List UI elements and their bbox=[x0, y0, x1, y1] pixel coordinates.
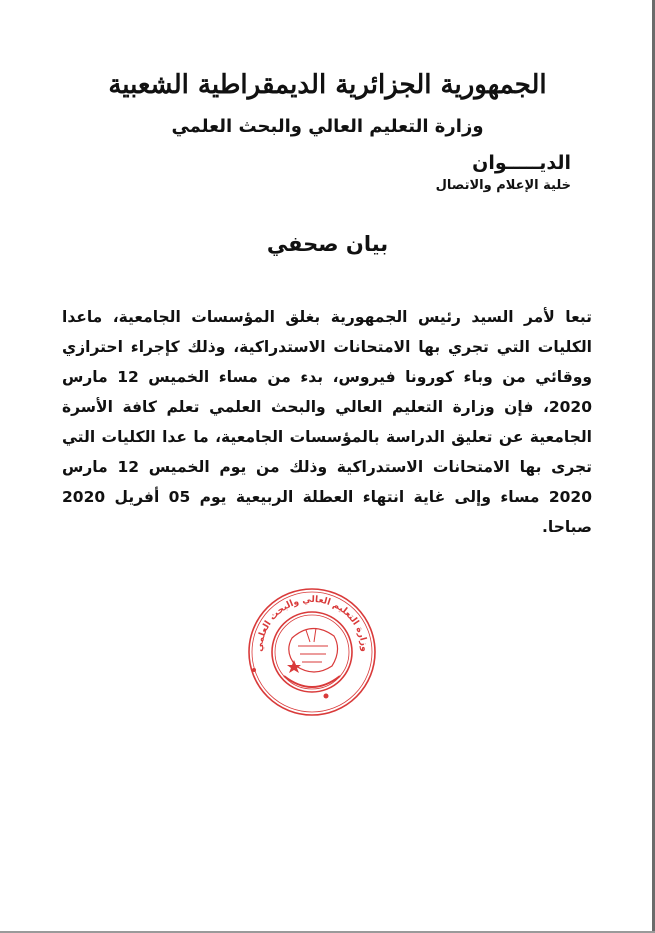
office-cell: خلية الإعلام والاتصال bbox=[435, 178, 571, 193]
press-release-title: بيان صحفي bbox=[266, 232, 389, 256]
official-seal-stamp bbox=[244, 586, 380, 718]
press-release-body: تبعا لأمر السيد رئيس الجمهورية بغلق المؤسسات الجامعية، ماعدا الكليات التي تجري بها الامتحانات الاستدراكية، وذلك كإجراء احترازي ووقائي من وباء كورونا فيروس، بدء من مساء الخميس 12 مارس 2020، فإن وزارة التعليم العالي والبحث العلمي تعلم كافة الأسرة الجامعية عن تعليق الدراسة بالمؤسسات الجامعية، ما عدا الكليات التي تجرى بها الامتحانات الاستدراكية وذلك من يوم الخميس 12 مارس 2020 مساء وإلى غاية انتهاء العطلة الربيعية يوم 05 أفريل 2020 صباحا. bbox=[62, 308, 592, 536]
ministry-title: وزارة التعليم العالي والبحث العلمي bbox=[171, 116, 484, 137]
seal-icon bbox=[244, 586, 380, 718]
republic-title: الجمهورية الجزائرية الديمقراطية الشعبية bbox=[108, 70, 547, 100]
office-name: الديـــــوان bbox=[472, 152, 571, 174]
seal-ring-text: وزارة التعليم العالي والبحث العلمي bbox=[254, 594, 370, 653]
